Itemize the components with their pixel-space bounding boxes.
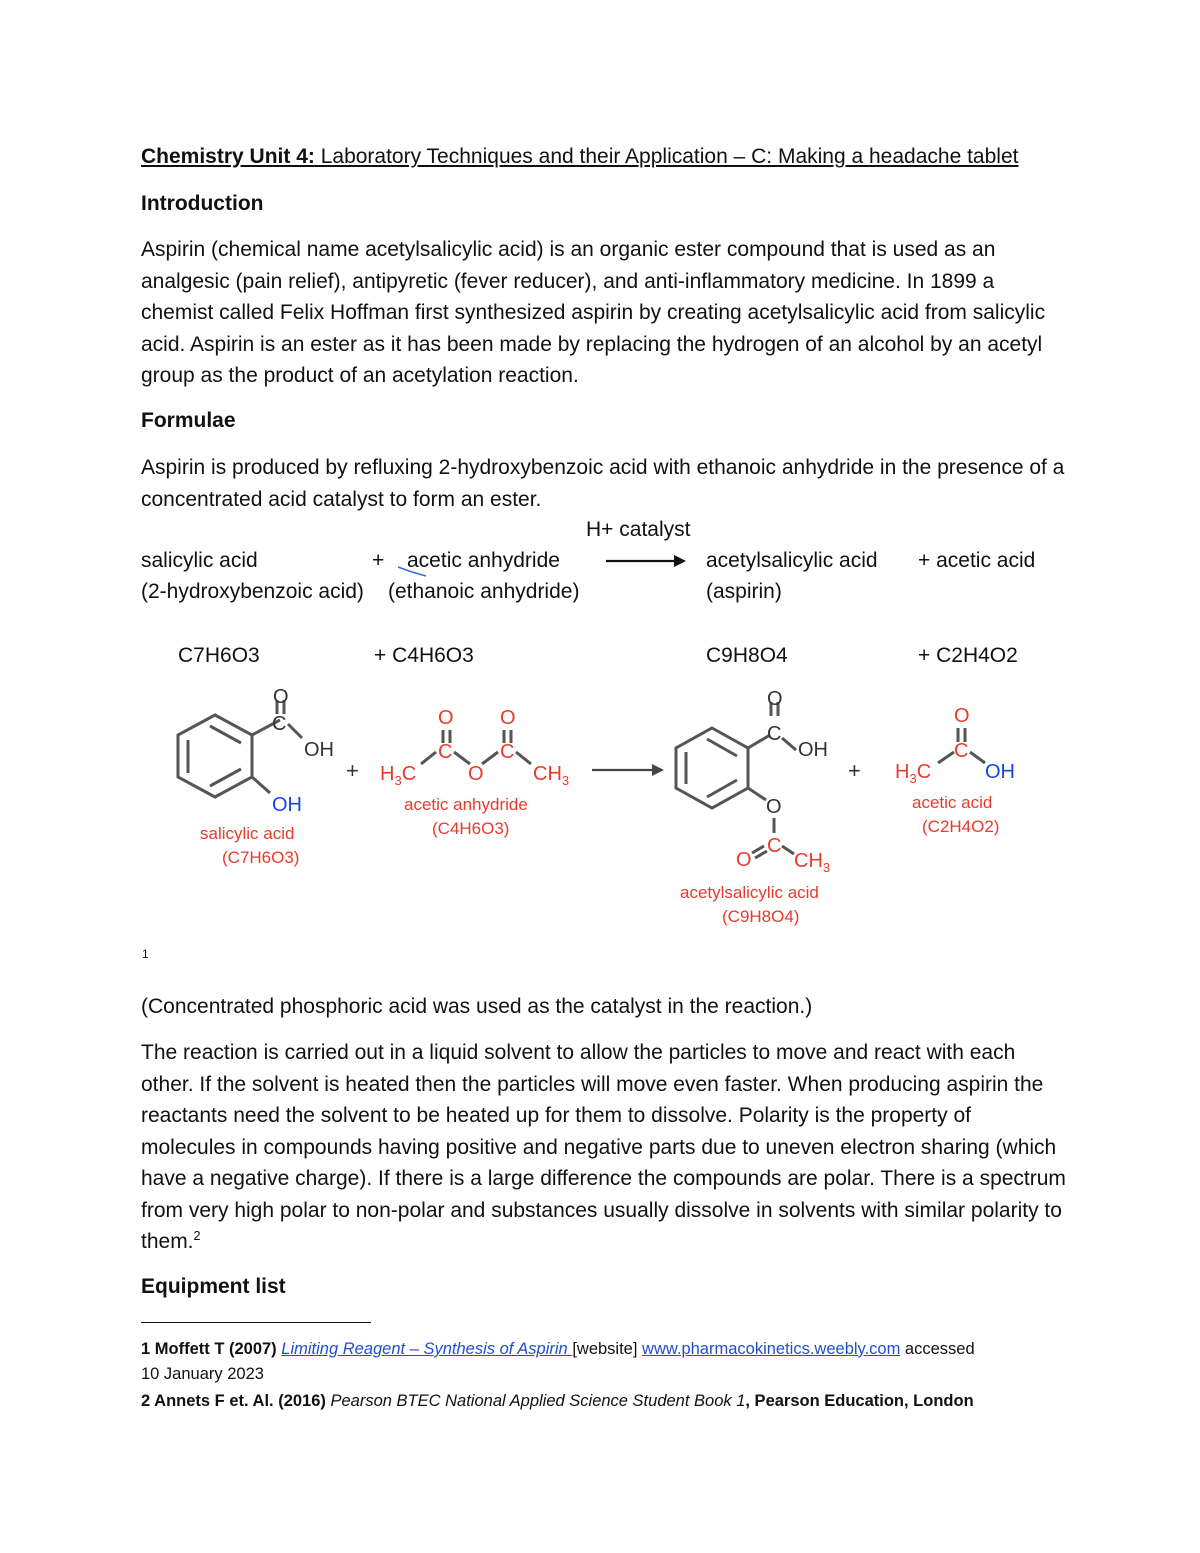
salicylic-name: salicylic acid	[200, 824, 295, 843]
aspirin-formula: (C9H8O4)	[722, 907, 800, 926]
aspirin-o-top: O	[767, 688, 783, 710]
plus-2: +	[848, 758, 861, 783]
introduction-heading: Introduction	[141, 192, 264, 215]
aspirin-ch3: $CH_3$	[794, 850, 831, 875]
anhydride-o2: O	[500, 707, 516, 729]
acetic-name: acetic acid	[912, 793, 993, 812]
reaction-arrow-diagram	[592, 764, 664, 776]
formula-acetic: + C2H4O2	[918, 644, 1018, 667]
formula-salicylic: C7H6O3	[178, 644, 260, 667]
fn1-website-link[interactable]: www.pharmacokinetics.weebly.com	[642, 1340, 901, 1358]
reaction-arrow-text	[604, 552, 688, 570]
product-aspirin-alt: (aspirin)	[706, 580, 782, 603]
introduction-paragraph: Aspirin (chemical name acetylsalicylic acid) is an organic ester compound that is used as an analgesic (pain relief), antipyretic (fever reducer), and anti-inflammatory medicine. In 1899 a chemist called Felix Hoffman first synthesized aspirin by creating acetylsalicylic acid from salicylic acid. Aspirin is an ester as it has been made by replacing the hydrogen of an alcohol by an acetyl group as the product of an acetylation reaction.	[141, 238, 1046, 387]
formulae-paragraph: Aspirin is produced by refluxing 2-hydroxybenzoic acid with ethanoic anhydride in the presence of a concentrated acid catalyst to form an ester.	[141, 456, 1065, 511]
fn1-prefix: 1 Moffett T (2007)	[141, 1340, 282, 1358]
solvent-paragraph	[141, 1037, 1071, 1258]
acetic-oh: OH	[985, 761, 1015, 783]
formula-aspirin: C9H8O4	[706, 644, 788, 667]
salicylic-oh-blue: OH	[272, 794, 302, 816]
anhydride-ch3: $CH_3$	[533, 763, 570, 788]
solvent-text: The reaction is carried out in a liquid solvent to allow the particles to move and react with each other. If the solvent is heated then the particles will move even faster. When producing aspirin the reactants need the solvent to be heated up for them to dissolve. Polarity is the property of molecules in compounds having positive and negative parts due to uneven electron sharing (which have a negative charge). If there is a large difference the compounds are polar. There is a spectrum from very high polar to non-polar and substances usually dissolve in solvents with similar polarity to them.	[141, 1041, 1066, 1253]
anhydride-o-bridge: O	[468, 763, 484, 785]
title-topic: Laboratory Techniques and their Application – C: Making a headache tablet	[314, 145, 1019, 168]
reaction-diagram	[170, 680, 1050, 940]
fn1-suffix: accessed	[900, 1340, 975, 1358]
acetic-c: C	[954, 740, 969, 762]
equipment-heading: Equipment list	[141, 1275, 286, 1298]
anhydride-c1: C	[438, 741, 453, 763]
aspirin-name: acetylsalicylic acid	[680, 883, 819, 902]
plus-sign: +	[372, 549, 385, 572]
acetic-formula: (C2H4O2)	[922, 817, 1000, 836]
footnote-divider	[141, 1322, 371, 1323]
fn1-mid: [website]	[572, 1340, 643, 1358]
catalyst-note: (Concentrated phosphoric acid was used as the catalyst in the reaction.)	[141, 995, 813, 1018]
reactant-anhydride: acetic anhydride	[407, 549, 560, 572]
salicylic-oh-top: OH	[304, 739, 334, 761]
anhydride-o1: O	[438, 707, 454, 729]
fn2-prefix: 2 Annets F et. Al. (2016)	[141, 1392, 331, 1410]
aspirin-c-top: C	[767, 723, 782, 745]
salicylic-formula: (C7H6O3)	[222, 848, 300, 867]
reactant-salicylic: salicylic acid	[141, 549, 258, 572]
product-acetic: + acetic acid	[918, 549, 1036, 572]
product-aspirin: acetylsalicylic acid	[706, 549, 878, 572]
formula-anhydride: + C4H6O3	[374, 644, 474, 667]
anhydride-name: acetic anhydride	[404, 795, 528, 814]
fn2-suffix: , Pearson Education, London	[745, 1392, 974, 1410]
footnote-ref-2: 2	[193, 1229, 201, 1243]
formulae-heading: Formulae	[141, 409, 236, 432]
fn1-title-link[interactable]: Limiting Reagent – Synthesis of Aspirin	[281, 1340, 573, 1358]
fn2-title: Pearson BTEC National Applied Science Student Book 1	[330, 1392, 746, 1410]
footnote-1	[141, 1336, 975, 1362]
anhydride-h3c: $H_3C$	[380, 763, 417, 788]
footnote-ref-1: 1	[142, 947, 149, 961]
document-title	[141, 141, 1018, 172]
footnote-2	[141, 1388, 974, 1414]
ink-mark	[396, 563, 436, 579]
salicylic-o: O	[273, 686, 289, 708]
reactant-anhydride-alt: (ethanoic anhydride)	[388, 580, 580, 603]
anhydride-formula: (C4H6O3)	[432, 819, 510, 838]
plus-1: +	[346, 758, 359, 783]
title-unit: Chemistry Unit 4:	[141, 145, 315, 168]
anhydride-c2: C	[500, 741, 515, 763]
aspirin-oh: OH	[798, 739, 828, 761]
aspirin-o-ester: O	[766, 796, 782, 818]
acetic-o: O	[954, 705, 970, 727]
aspirin-c-ester: C	[767, 835, 782, 857]
catalyst-label: H+ catalyst	[586, 518, 691, 541]
salicylic-c: C	[272, 713, 287, 735]
aspirin-o-ester2: O	[736, 849, 752, 871]
footnote-1-date: 10 January 2023	[141, 1365, 264, 1383]
reactant-salicylic-alt: (2-hydroxybenzoic acid)	[141, 580, 364, 603]
acetic-h3c: $H_3C$	[895, 761, 932, 786]
